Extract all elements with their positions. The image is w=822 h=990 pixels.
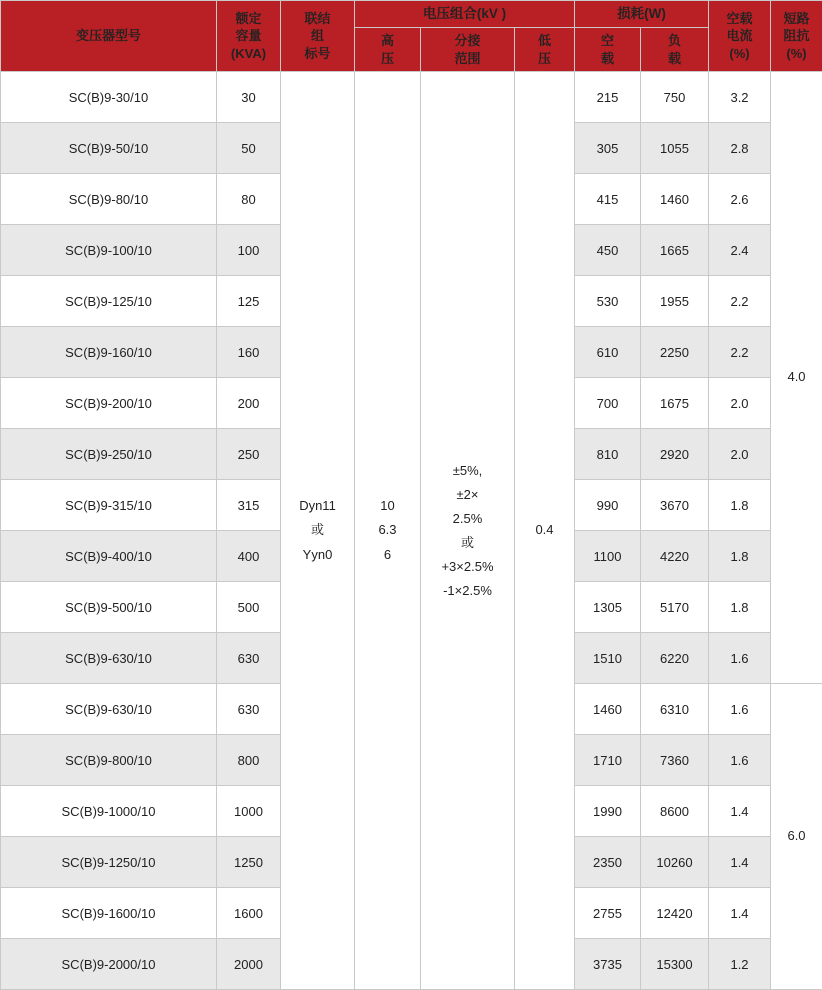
cell-load-loss: 2250	[641, 327, 709, 378]
cell-load-loss: 1460	[641, 174, 709, 225]
cell-load-loss: 6310	[641, 684, 709, 735]
cell-noload-loss: 1710	[575, 735, 641, 786]
cell-noload-loss: 530	[575, 276, 641, 327]
cell-load-loss: 6220	[641, 633, 709, 684]
cell-load-loss: 1955	[641, 276, 709, 327]
table-header	[1, 1, 822, 72]
hv-line2: 6.3	[358, 518, 417, 543]
cell-impedance-group-2: 6.0	[771, 684, 822, 990]
cell-model: SC(B)9-125/10	[1, 276, 217, 327]
tap-line5: +3×2.5%	[424, 555, 511, 579]
cell-model: SC(B)9-1250/10	[1, 837, 217, 888]
header-capacity-line3: (KVA)	[219, 45, 278, 63]
hv-line1: 10	[358, 494, 417, 519]
cell-model: SC(B)9-80/10	[1, 174, 217, 225]
cell-noload-loss: 1305	[575, 582, 641, 633]
header-impedance-line1: 短路	[773, 10, 820, 28]
header-lv-line1: 低	[517, 32, 572, 50]
cell-load-loss: 5170	[641, 582, 709, 633]
cell-noload-current: 1.8	[709, 531, 771, 582]
cell-noload-loss: 2755	[575, 888, 641, 939]
cell-model: SC(B)9-400/10	[1, 531, 217, 582]
header-impedance-line2: 阻抗	[773, 27, 820, 45]
cell-load-loss: 1665	[641, 225, 709, 276]
cell-model: SC(B)9-250/10	[1, 429, 217, 480]
header-connection	[281, 1, 355, 72]
cell-capacity: 250	[217, 429, 281, 480]
cell-capacity: 630	[217, 684, 281, 735]
cell-capacity: 1000	[217, 786, 281, 837]
cell-model: SC(B)9-160/10	[1, 327, 217, 378]
cell-model: SC(B)9-800/10	[1, 735, 217, 786]
header-hv-line2: 压	[357, 50, 418, 68]
cell-model: SC(B)9-500/10	[1, 582, 217, 633]
table-row	[1, 72, 822, 123]
cell-capacity: 125	[217, 276, 281, 327]
cell-noload-current: 1.6	[709, 684, 771, 735]
cell-load-loss: 15300	[641, 939, 709, 990]
cell-noload-current: 2.2	[709, 276, 771, 327]
cell-lv-group: 0.4	[515, 72, 575, 990]
header-tap-range	[421, 28, 515, 72]
cell-capacity: 80	[217, 174, 281, 225]
cell-noload-loss: 2350	[575, 837, 641, 888]
cell-noload-loss: 810	[575, 429, 641, 480]
cell-noload-current: 1.6	[709, 633, 771, 684]
cell-model: SC(B)9-1600/10	[1, 888, 217, 939]
cell-noload-current: 1.6	[709, 735, 771, 786]
cell-hv-group	[355, 72, 421, 990]
table-body	[1, 72, 822, 990]
cell-noload-current: 3.2	[709, 72, 771, 123]
cell-load-loss: 750	[641, 72, 709, 123]
header-tap-line1: 分接	[423, 32, 512, 50]
header-model: 变压器型号	[1, 1, 217, 72]
cell-model: SC(B)9-200/10	[1, 378, 217, 429]
header-loss-group: 损耗(W)	[575, 1, 709, 28]
header-capacity	[217, 1, 281, 72]
cell-load-loss: 8600	[641, 786, 709, 837]
cell-load-loss: 3670	[641, 480, 709, 531]
header-connection-line2: 组	[283, 27, 352, 45]
cell-noload-loss: 215	[575, 72, 641, 123]
header-tap-line2: 范围	[423, 50, 512, 68]
cell-load-loss: 2920	[641, 429, 709, 480]
header-capacity-line2: 容量	[219, 27, 278, 45]
cell-capacity: 200	[217, 378, 281, 429]
cell-capacity: 50	[217, 123, 281, 174]
cell-model: SC(B)9-100/10	[1, 225, 217, 276]
cell-noload-current: 1.2	[709, 939, 771, 990]
cell-noload-current: 2.6	[709, 174, 771, 225]
cell-capacity: 30	[217, 72, 281, 123]
connection-line1: Dyn11	[284, 494, 351, 519]
tap-line3: 2.5%	[424, 507, 511, 531]
cell-impedance-group-1: 4.0	[771, 72, 822, 684]
cell-noload-current: 1.8	[709, 582, 771, 633]
cell-noload-loss: 305	[575, 123, 641, 174]
cell-capacity: 160	[217, 327, 281, 378]
cell-noload-current: 2.0	[709, 429, 771, 480]
cell-noload-current: 1.4	[709, 837, 771, 888]
cell-noload-current: 1.8	[709, 480, 771, 531]
header-noload-current-line2: 电流	[711, 27, 768, 45]
cell-load-loss: 1675	[641, 378, 709, 429]
cell-model: SC(B)9-2000/10	[1, 939, 217, 990]
header-noload-loss	[575, 28, 641, 72]
header-row-1	[1, 1, 822, 28]
cell-load-loss: 7360	[641, 735, 709, 786]
header-connection-line1: 联结	[283, 10, 352, 28]
cell-capacity: 1250	[217, 837, 281, 888]
cell-capacity: 500	[217, 582, 281, 633]
cell-model: SC(B)9-630/10	[1, 684, 217, 735]
cell-capacity: 630	[217, 633, 281, 684]
cell-noload-loss: 1100	[575, 531, 641, 582]
header-noload-current-line3: (%)	[711, 45, 768, 63]
cell-capacity: 100	[217, 225, 281, 276]
header-noload-loss-line2: 载	[577, 50, 638, 68]
cell-noload-loss: 990	[575, 480, 641, 531]
cell-capacity: 400	[217, 531, 281, 582]
cell-load-loss: 12420	[641, 888, 709, 939]
header-noload-current	[709, 1, 771, 72]
cell-noload-loss: 700	[575, 378, 641, 429]
cell-noload-current: 2.2	[709, 327, 771, 378]
cell-load-loss: 10260	[641, 837, 709, 888]
header-hv	[355, 28, 421, 72]
header-lv-line2: 压	[517, 50, 572, 68]
cell-capacity: 1600	[217, 888, 281, 939]
tap-line4: 或	[424, 531, 511, 555]
tap-line6: -1×2.5%	[424, 579, 511, 603]
cell-capacity: 315	[217, 480, 281, 531]
cell-noload-loss: 1990	[575, 786, 641, 837]
cell-noload-loss: 3735	[575, 939, 641, 990]
cell-model: SC(B)9-1000/10	[1, 786, 217, 837]
cell-load-loss: 4220	[641, 531, 709, 582]
header-connection-line3: 标号	[283, 45, 352, 63]
header-voltage-group: 电压组合(kV )	[355, 1, 575, 28]
cell-noload-current: 1.4	[709, 786, 771, 837]
cell-model: SC(B)9-630/10	[1, 633, 217, 684]
cell-model: SC(B)9-50/10	[1, 123, 217, 174]
cell-capacity: 800	[217, 735, 281, 786]
header-noload-current-line1: 空载	[711, 10, 768, 28]
cell-capacity: 2000	[217, 939, 281, 990]
cell-model: SC(B)9-315/10	[1, 480, 217, 531]
cell-noload-current: 2.8	[709, 123, 771, 174]
cell-model: SC(B)9-30/10	[1, 72, 217, 123]
cell-noload-loss: 1510	[575, 633, 641, 684]
header-hv-line1: 高	[357, 32, 418, 50]
cell-noload-loss: 1460	[575, 684, 641, 735]
header-load-loss	[641, 28, 709, 72]
header-impedance	[771, 1, 822, 72]
cell-noload-current: 2.4	[709, 225, 771, 276]
cell-noload-loss: 415	[575, 174, 641, 225]
header-load-loss-line2: 载	[643, 50, 706, 68]
cell-noload-current: 1.4	[709, 888, 771, 939]
cell-load-loss: 1055	[641, 123, 709, 174]
header-lv	[515, 28, 575, 72]
cell-noload-current: 2.0	[709, 378, 771, 429]
header-impedance-line3: (%)	[773, 45, 820, 63]
tap-line2: ±2×	[424, 483, 511, 507]
hv-line3: 6	[358, 543, 417, 568]
cell-noload-loss: 610	[575, 327, 641, 378]
cell-tap-range-group	[421, 72, 515, 990]
header-capacity-line1: 额定	[219, 10, 278, 28]
tap-line1: ±5%,	[424, 459, 511, 483]
connection-line3: Yyn0	[284, 543, 351, 568]
header-noload-loss-line1: 空	[577, 32, 638, 50]
connection-line2: 或	[284, 518, 351, 543]
cell-connection-group	[281, 72, 355, 990]
header-load-loss-line1: 负	[643, 32, 706, 50]
cell-noload-loss: 450	[575, 225, 641, 276]
